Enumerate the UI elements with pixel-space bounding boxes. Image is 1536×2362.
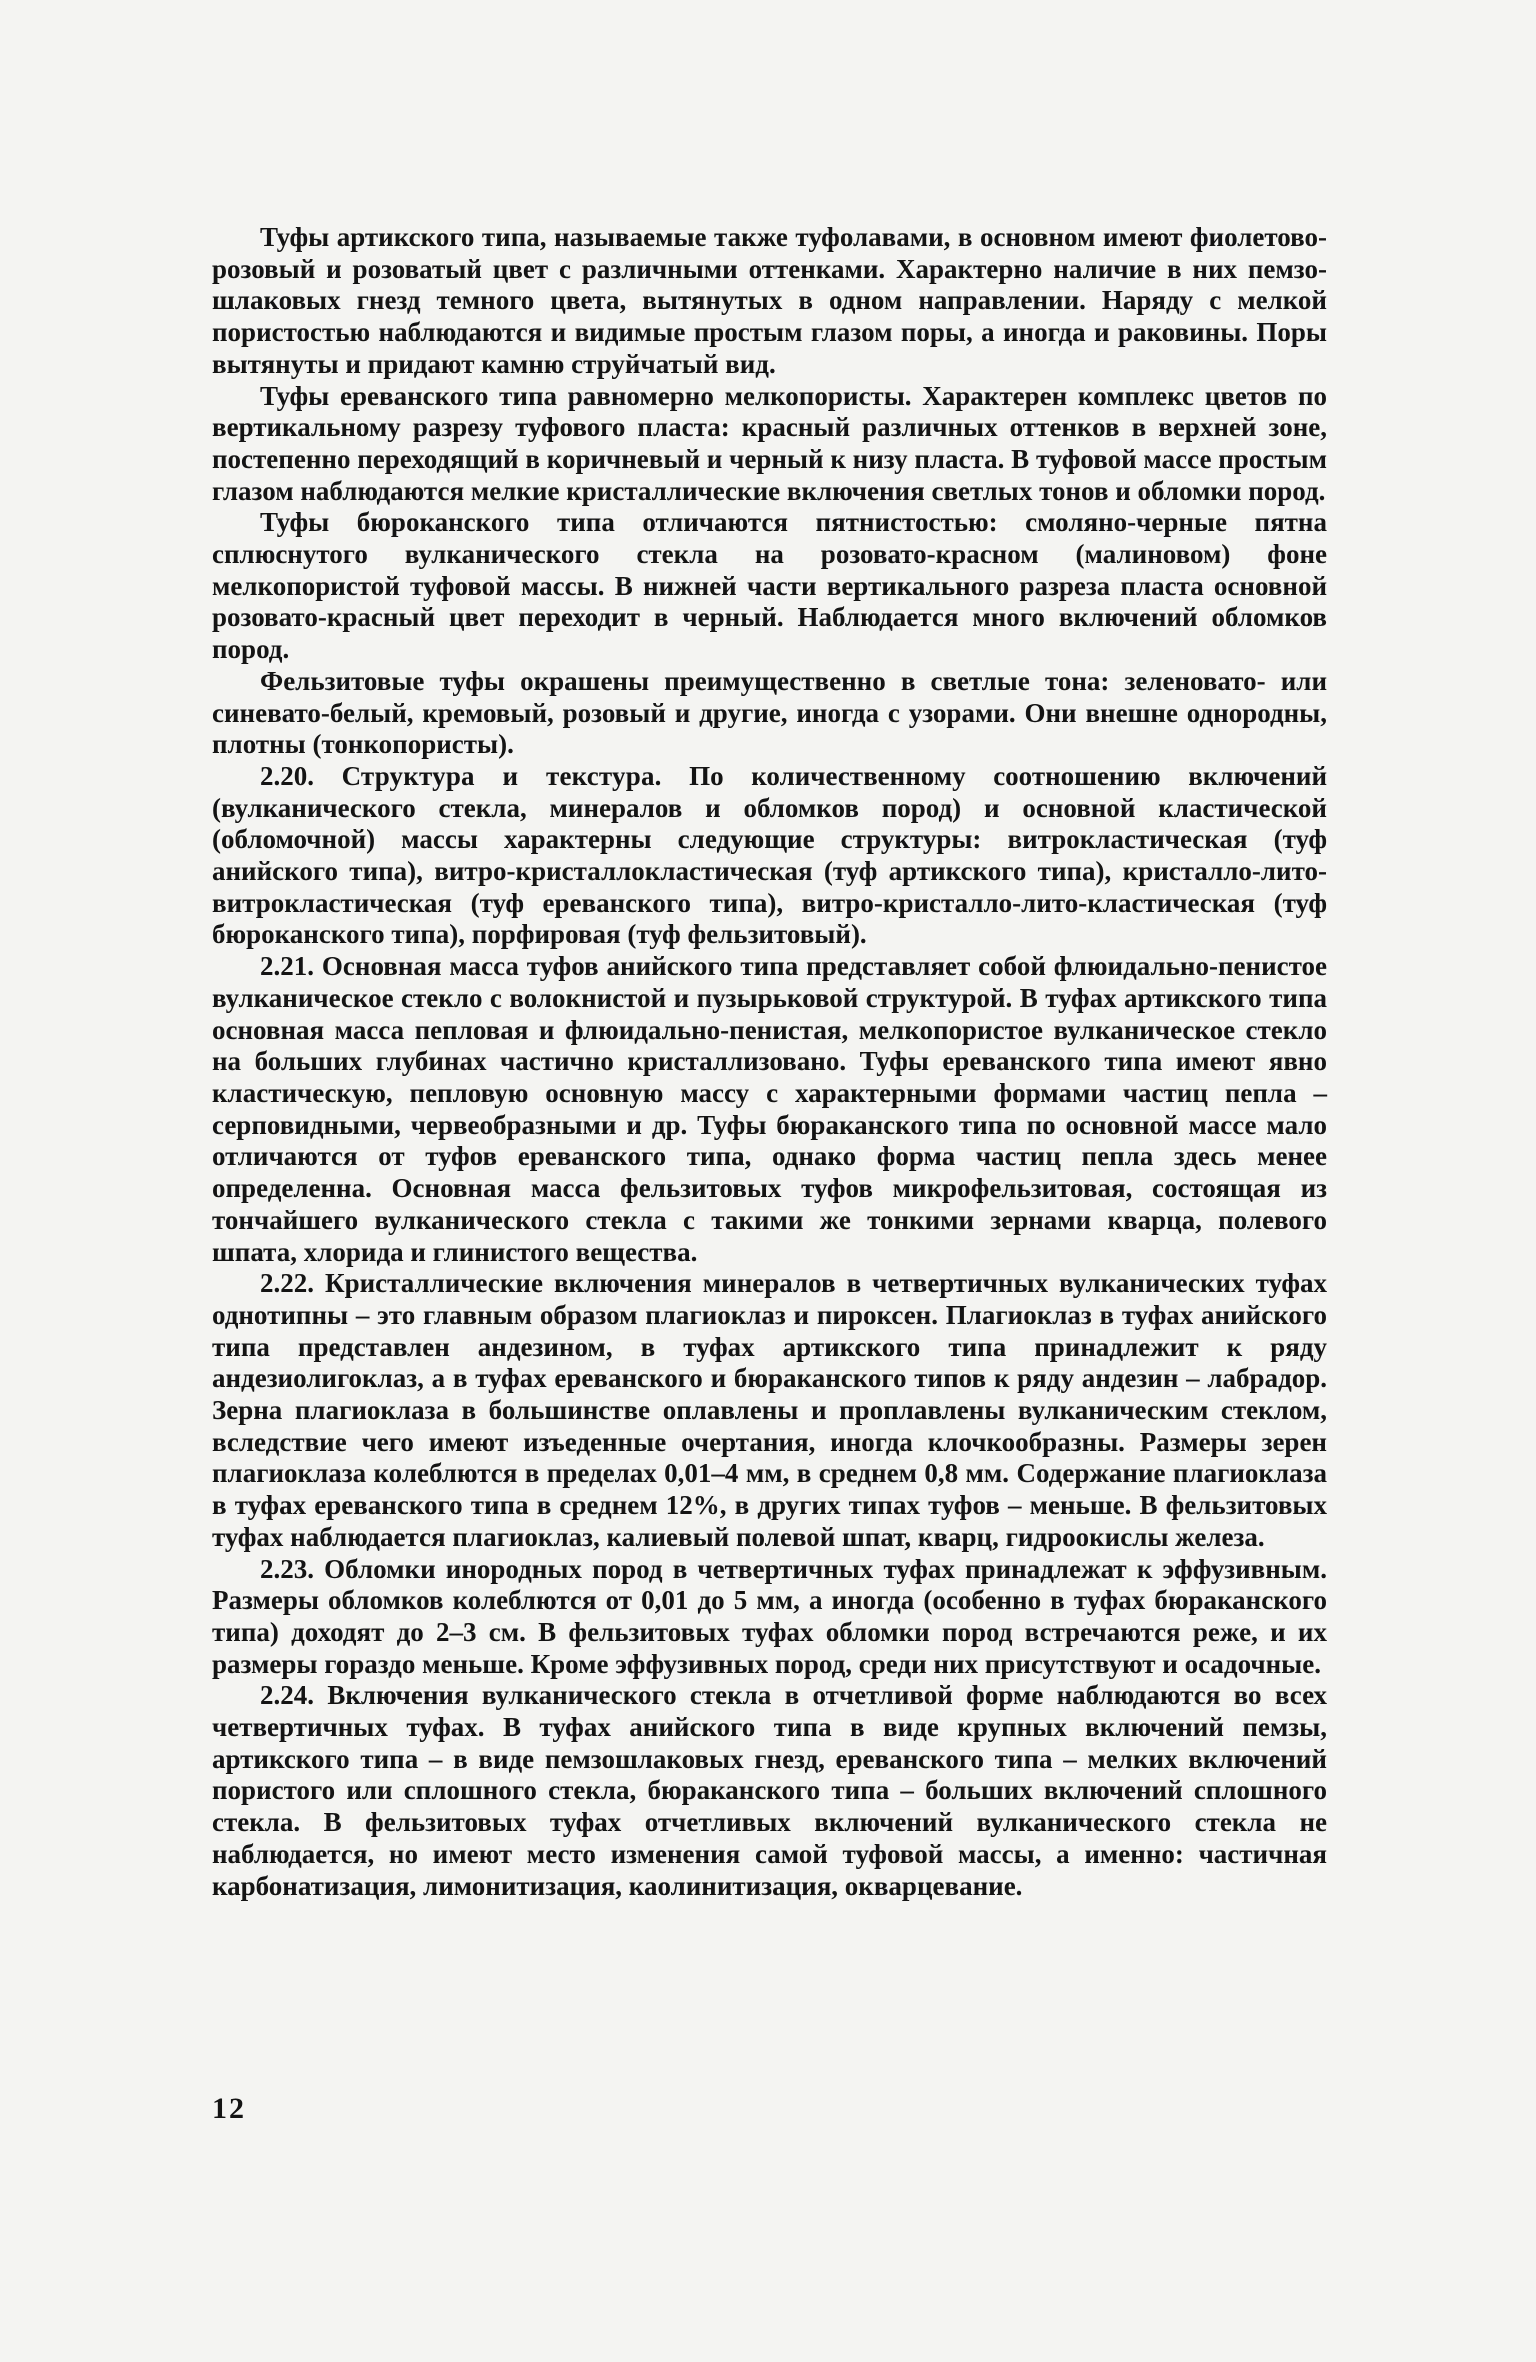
paragraph [212, 381, 1327, 508]
paragraph-text: Основная масса туфов анийского типа представляет собой флюидально-пенистое вулканическое стекло с волокнистой и пузырьковой структурой. В туфах артикского типа основная масса пепловая и флюидально-пенистая, мелкопористое вулканическое стекло на больших глубинах частично кристаллизовано. Туфы ереванского типа имеют явно кластическую, пепловую основную массу с характерными формами частиц пепла – серповидными, червеобразными и др. Туфы бюраканского типа по основной массе мало отличаются от туфов ереванского типа, однако форма частиц пепла здесь менее определенна. Основная масса фельзитовых туфов микрофельзитовая, состоящая из тончайшего вулканического стекла с такими же тонкими зернами кварца, полевого шпата, хлорида и глинистого вещества. [212, 951, 1328, 1267]
paragraph-text: По количественному соотношению включений (вулканического стекла, минералов и обломков пород) и основной кластической (обломочной) массы характерны следующие структуры: витрокластическая (туф анийского типа), витро-кристаллокластическая (туф артикского типа), кристалло-лито-витрокластическая (туф ереванского типа), витро-кристалло-лито-кластическая (туф бюроканского типа), порфировая (туф фельзитовый). [212, 760, 1327, 950]
section-number: 2.21. [260, 951, 314, 982]
paragraph [212, 507, 1327, 666]
section-heading: Структура и текстура. [341, 760, 662, 791]
page-number: 12 [212, 2092, 246, 2125]
paragraph [212, 761, 1327, 951]
paragraph-text: Туфы ереванского типа равномерно мелкопористы. Характерен комплекс цветов по вертикальному разрезу туфового пласта: красный различных оттенков в верхней зоне, постепенно переходящий в коричневый и черный к низу пласта. В туфовой массе простым глазом наблюдаются мелкие кристаллические включения светлых тонов и обломки пород. [212, 380, 1327, 506]
paragraph-text: Фельзитовые туфы окрашены преимущественно в светлые тона: зеленовато- или синевато-белый, кремовый, розовый и другие, иногда с узорами. Они внешне однородны, плотны (тонкопористы). [212, 665, 1327, 760]
paragraph-text: Туфы бюроканского типа отличаются пятнистостью: смоляно-черные пятна сплюснутого вулканического стекла на розовато-красном (малиновом) фоне мелкопористой туфовой массы. В нижней части вертикального разреза пласта основной розовато-красный цвет переходит в черный. Наблюдается много включений обломков пород. [212, 507, 1327, 665]
paragraph-text: Включения вулканического стекла в отчетливой форме наблюдаются во всех четвертичных туфах. В туфах анийского типа в виде крупных включений пемзы, артикского типа – в виде пемзошлаковых гнезд, ереванского типа – мелких включений пористого или сплошного стекла, бюраканского типа – больших включений сплошного стекла. В фельзитовых туфах отчетливых включений вулканического стекла не наблюдается, но имеют место изменения самой туфовой массы, а именно: частичная карбонатизация, лимонитизация, каолинитизация, окварцевание. [212, 1680, 1328, 1901]
paragraph-text: Туфы артикского типа, называемые также туфолавами, в основном имеют фиолетово-розовый и розоватый цвет с различными оттенками. Характерно наличие в них пемзо-шлаковых гнезд темного цвета, вытянутых в одном направлении. Наряду с мелкой пористостью наблюдаются и видимые простым глазом поры, а иногда и раковины. Поры вытянуты и придают камню струйчатый вид. [212, 222, 1327, 379]
body-text [212, 222, 1327, 1902]
section-number: 2.22. [260, 1268, 314, 1299]
section-number: 2.24. [260, 1680, 314, 1711]
paragraph-text: Обломки инородных пород в четвертичных туфах принадлежат к эффузивным. Размеры обломков колеблются от 0,01 до 5 мм, а иногда (особенно в туфах бюраканского типа) доходят до 2–3 см. В фельзитовых туфах обломки пород встречаются реже, и их размеры гораздо меньше. Кроме эффузивных пород, среди них присутствуют и осадочные. [212, 1553, 1327, 1679]
paragraph [212, 222, 1327, 381]
paragraph [212, 1268, 1327, 1553]
paragraph [212, 666, 1327, 761]
paragraph [212, 1680, 1327, 1902]
paragraph [212, 1554, 1327, 1681]
section-number: 2.23. [260, 1553, 314, 1584]
paragraph [212, 951, 1327, 1268]
paragraph-text: Кристаллические включения минералов в четвертичных вулканических туфах однотипны – это главным образом плагиоклаз и пироксен. Плагиоклаз в туфах анийского типа представлен андезином, в туфах артикского типа принадлежит к ряду андезиолигоклаз, а в туфах ереванского и бюраканского типов к ряду андезин – лабрадор. Зерна плагиоклаза в большинстве оплавлены и проплавлены вулканическим стеклом, вследствие чего имеют изъеденные очертания, иногда клочкообразны. Размеры зерен плагиоклаза колеблются в пределах 0,01–4 мм, в среднем 0,8 мм. Содержание плагиоклаза в туфах ереванского типа в среднем 12%, в других типах туфов – меньше. В фельзитовых туфах наблюдается плагиоклаз, калиевый полевой шпат, кварц, гидроокислы железа. [212, 1268, 1327, 1552]
section-number: 2.20. [260, 760, 314, 791]
